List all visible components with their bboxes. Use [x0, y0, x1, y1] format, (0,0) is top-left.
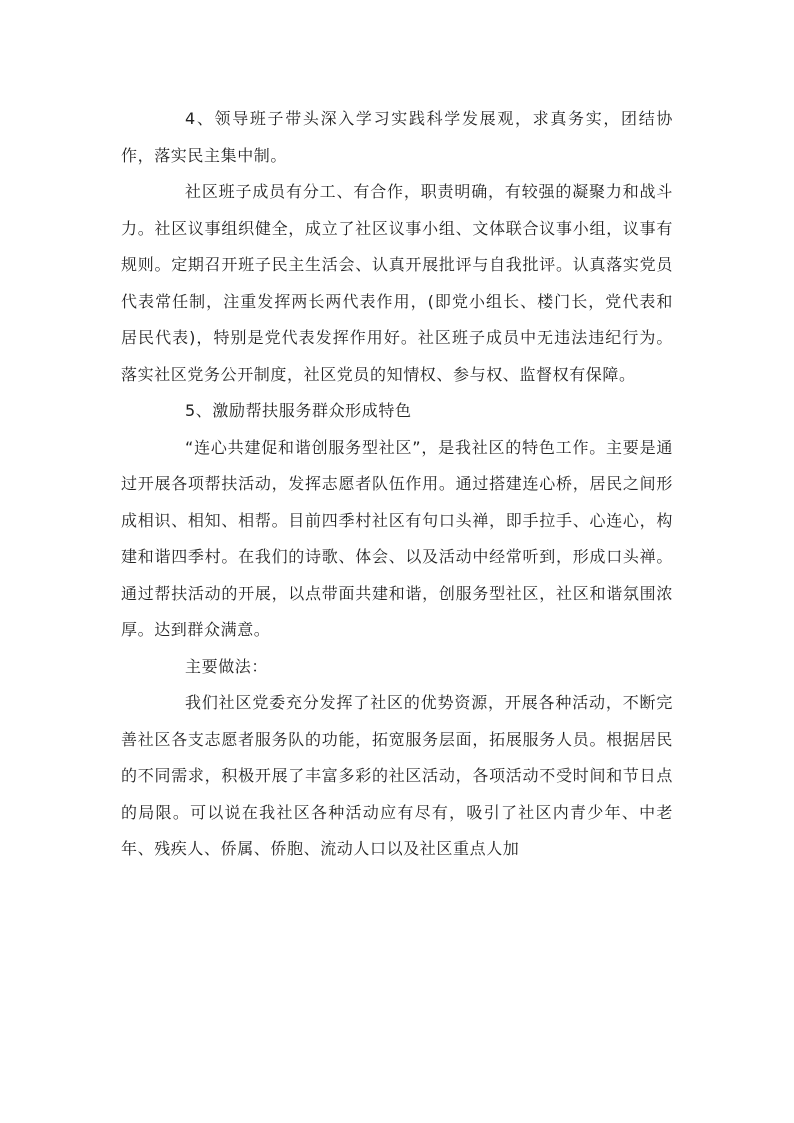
paragraph-leadership: 社区班子成员有分工、有合作，职责明确，有较强的凝聚力和战斗力。社区议事组织健全，成立了社区议事小组、文体联合议事小组，议事有规则。定期召开班子民主生活会、认真开展批评与自我批评。认真落实党员代表常任制，注重发挥两长两代表作用，(即党小组长、楼门长，党代表和居民代表)，特别是党代表发挥作用好。社区班子成员中无违法违纪行为。落实社区党务公开制度，社区党员的知情权、参与权、监督权有保障。: [121, 182, 673, 384]
paragraph-practices: 我们社区党委充分发挥了社区的优势资源，开展各种活动，不断完善社区各支志愿者服务队的功能，拓宽服务层面，拓展服务人员。根据居民的不同需求，积极开展了丰富多彩的社区活动，各项活动不受时间和节日点的局限。可以说在我社区各种活动应有尽有，吸引了社区内青少年、中老年、残疾人、侨属、侨胞、流动人口以及社区重点人加: [121, 693, 673, 858]
document-body: [121, 101, 673, 868]
subheading-main-practices: 主要做法：: [185, 656, 269, 676]
paragraph-featured-work: “连心共建促和谐创服务型社区”，是我社区的特色工作。主要是通过开展各项帮扶活动，发挥志愿者队伍作用。通过搭建连心桥，居民之间形成相识、相知、相帮。目前四季村社区有句口头禅，即手拉手、心连心，构建和谐四季村。在我们的诗歌、体会、以及活动中经常听到，形成口头禅。通过帮扶活动的开展，以点带面共建和谐，创服务型社区，社区和谐氛围浓厚。达到群众满意。: [121, 437, 673, 639]
section-heading-5: 5、激励帮扶服务群众形成特色: [185, 401, 412, 420]
section-heading-4: 4、领导班子带头深入学习实践科学发展观，求真务实，团结协作，落实民主集中制。: [121, 109, 673, 165]
